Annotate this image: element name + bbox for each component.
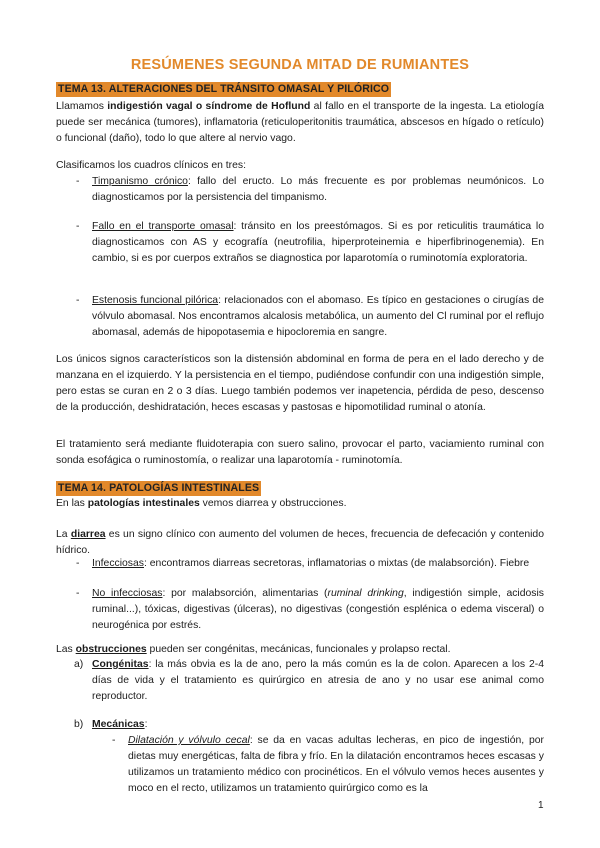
list-dash: -	[112, 735, 116, 746]
list-item-no-infecciosas: No infecciosas: por malabsorción, alimentarias (ruminal drinking, indigestión simple, acidosis ruminal...), tóxicas, digestivas (úlceras), no digestivas (congestión esplénica o edema visceral) o neurogénica por estrés.	[92, 588, 545, 631]
page-number: 1	[538, 800, 544, 811]
paragraph-signos: Los únicos signos característicos son la distensión abdominal en forma de pera en el lado derecho y de manzana en el izquierdo. Y la persistencia en el tiempo, pudiéndose confundir con una indigestión simple, pero estas se curan en 2 o 3 días. Luego también podemos ver inapetencia, pérdida de peso, descenso de la producción, deshidratación, heces escasas y pastosas e hipomotilidad ruminal o atonía.	[56, 354, 544, 413]
list-item-fallo-omasal: Fallo en el transporte omasal: tránsito en los preestómagos. Si es por reticulitis traumática lo diagnosticamos con AS y ecografía (neutrofilia, hiperproteinemia e hiperfibrinogenemia). En cambio, si es por cuerpos extraños se diagnostica por laparotomía o ruminotomía exploratoria.	[92, 221, 544, 264]
list-dash: -	[76, 295, 80, 306]
list-dash: -	[76, 558, 80, 569]
list-item-estenosis-pilorica: Estenosis funcional pilórica: relacionados con el abomaso. Es típico en gestaciones o cirugías de vólvulo abomasal. Nos encontramos alcalosis metabólica, un aumento del Cl ruminal por el reflujo abomasal, además de hipopotasemia e hipocloremia en sangre.	[92, 295, 544, 338]
paragraph-tratamiento: El tratamiento será mediante fluidoterapia con suero salino, provocar el parto, vaciamiento ruminal con sonda esofágica o ruminostomía, o realizar una laparotomía - ruminotomía.	[56, 439, 544, 466]
list-item-mecanicas: Mecánicas:	[92, 719, 148, 730]
list-item-congenitas: Congénitas: la más obvia es la de ano, pero la más común es la de colon. Aparecen a los 2-4 días de vida y el tratamiento es quirúrgico en atresia de ano y no usar ese animal como reproductor.	[92, 659, 544, 702]
list-dash: -	[76, 588, 80, 599]
paragraph-hoflund: Llamamos indigestión vagal o síndrome de Hoflund al fallo en el transporte de la ingesta. La etiología puede ser mecánica (tumores), inflamatoria (reticuloperitonitis traumática, abscesos en hígado o retículo) o funcional (daño), todo lo que altere al nervio vago.	[56, 101, 545, 144]
paragraph-obstrucciones: Las obstrucciones pueden ser congénitas, mecánicas, funcionales y prolapso rectal.	[56, 644, 451, 655]
list-dash: -	[76, 221, 80, 232]
list-dash: -	[76, 176, 80, 187]
section-heading-tema-13: TEMA 13. ALTERACIONES DEL TRÁNSITO OMASAL Y PILÓRICO	[58, 83, 390, 95]
list-item-infecciosas: Infecciosas: encontramos diarreas secretoras, inflamatorias o mixtas (de malabsorción). Fiebre	[92, 558, 530, 569]
list-marker-a: a)	[74, 659, 84, 670]
paragraph-classification-intro: Clasificamos los cuadros clínicos en tres:	[56, 160, 246, 171]
section-heading-tema-14: TEMA 14. PATOLOGÍAS INTESTINALES	[58, 482, 260, 494]
paragraph-patologias-intro: En las patologías intestinales vemos diarrea y obstrucciones.	[56, 498, 347, 509]
list-item-dilatacion-volvulo: Dilatación y vólvulo cecal: se da en vacas adultas lecheras, en pico de ingestión, por dietas muy energéticas, falta de fibra y frío. En la dilatación encontramos heces escasas y utilizamos un tratamiento médico con procinéticos. En el vólvulo vemos heces ausentes y moco en el recto, utilizamos un tratamiento quirúrgico como es la	[128, 735, 544, 794]
list-item-timpanismo: Timpanismo crónico: fallo del eructo. Lo más frecuente es por problemas neumónicos. Lo diagnosticamos por la persistencia del timpanismo.	[92, 176, 544, 203]
list-marker-b: b)	[74, 719, 84, 730]
document-title: RESÚMENES SEGUNDA MITAD DE RUMIANTES	[130, 57, 470, 73]
paragraph-diarrea: La diarrea es un signo clínico con aumento del volumen de heces, frecuencia de defecación y contenido hídrico.	[56, 529, 544, 556]
